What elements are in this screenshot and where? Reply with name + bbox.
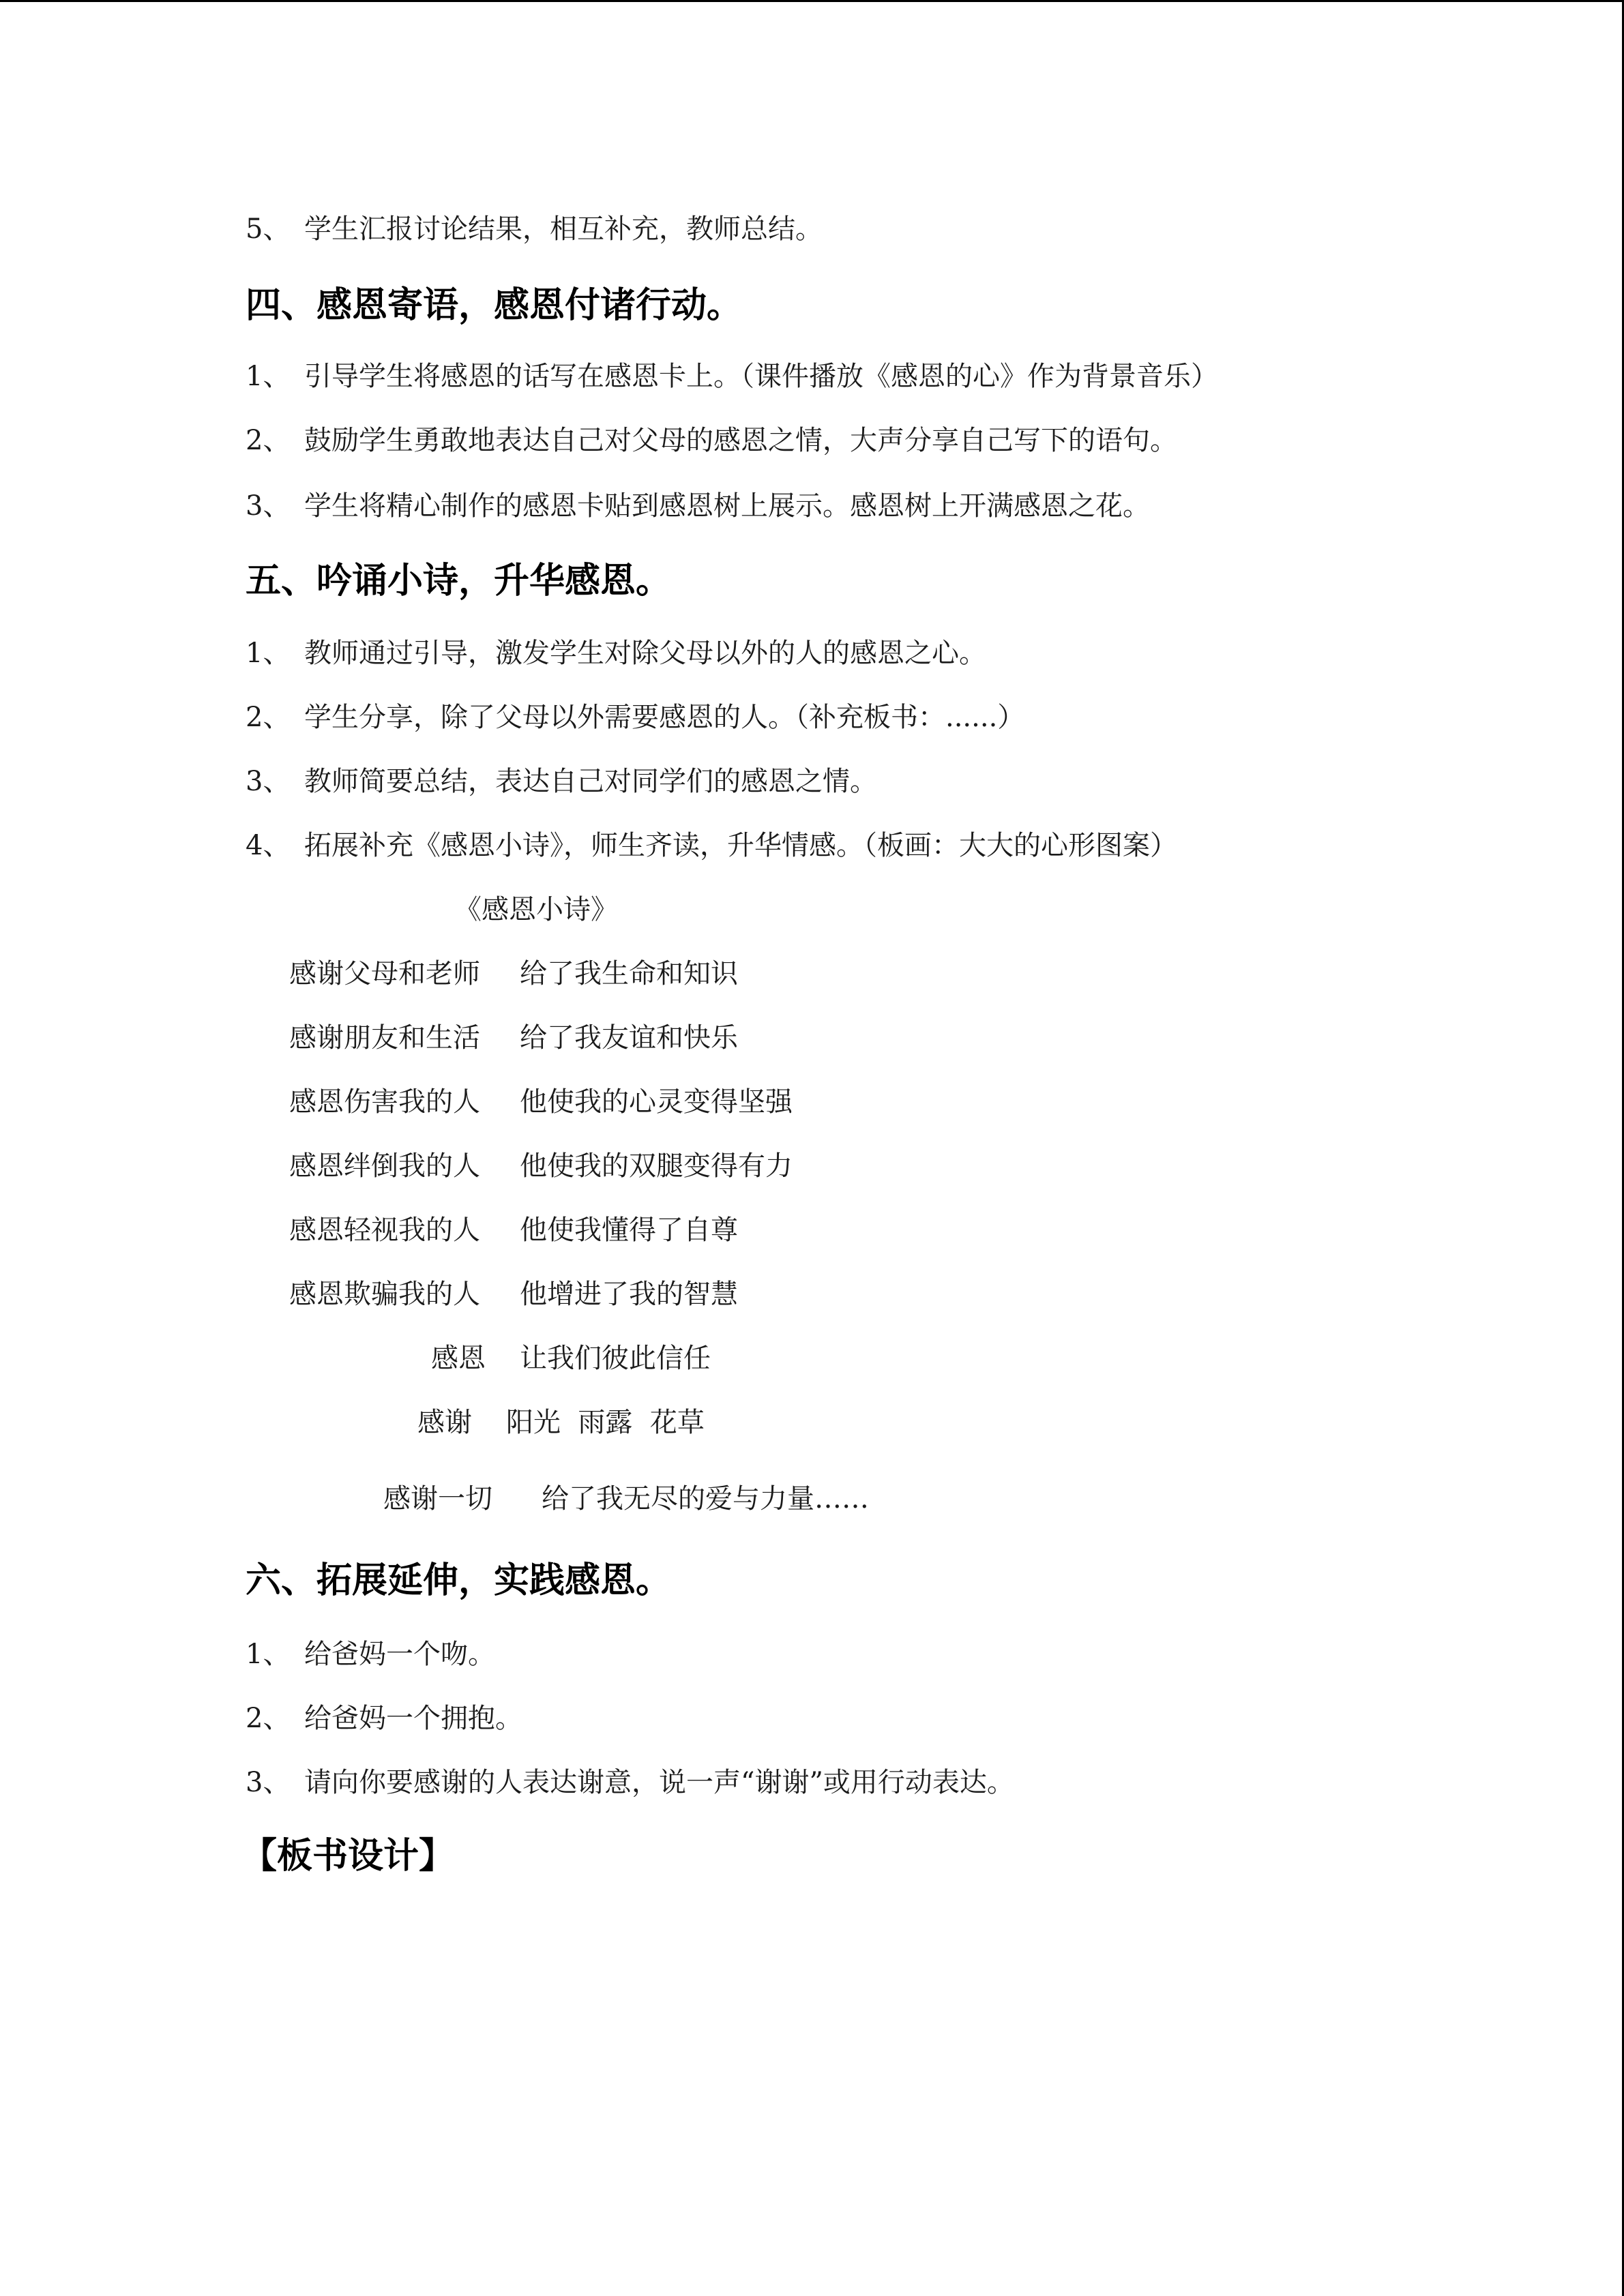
list-item: 3、 教师简要总结，表达自己对同学们的感恩之情。 bbox=[246, 766, 877, 797]
poem-line: 感谢 阳光 雨露 花草 bbox=[417, 1407, 705, 1438]
list-item: 2、 鼓励学生勇敢地表达自己对父母的感恩之情，大声分享自己写下的语句。 bbox=[246, 425, 1177, 456]
list-item: 1、 引导学生将感恩的话写在感恩卡上。（课件播放《感恩的心》作为背景音乐） bbox=[246, 361, 1218, 392]
list-item: 1、 教师通过引导，激发学生对除父母以外的人的感恩之心。 bbox=[246, 638, 986, 669]
list-item: 2、 给爸妈一个拥抱。 bbox=[246, 1703, 522, 1734]
poem-line: 感谢朋友和生活 给了我友谊和快乐 bbox=[289, 1022, 738, 1054]
section-heading: 六、拓展延伸，实践感恩。 bbox=[246, 1560, 672, 1601]
page-top-border bbox=[0, 0, 1624, 2]
poem-line: 感谢父母和老师 给了我生命和知识 bbox=[289, 958, 738, 989]
list-item: 3、 学生将精心制作的感恩卡贴到感恩树上展示。感恩树上开满感恩之花。 bbox=[246, 490, 1150, 522]
poem-title: 《感恩小诗》 bbox=[454, 894, 618, 925]
section-heading: 四、感恩寄语，感恩付诸行动。 bbox=[246, 285, 743, 326]
poem-line: 感恩轻视我的人 他使我懂得了自尊 bbox=[289, 1214, 738, 1246]
board-design-heading: 【板书设计】 bbox=[241, 1836, 455, 1877]
list-item: 5、 学生汇报讨论结果，相互补充，教师总结。 bbox=[246, 213, 823, 245]
poem-line: 感恩绊倒我的人 他使我的双腿变得有力 bbox=[289, 1150, 793, 1182]
poem-line: 感谢一切 给了我无尽的爱与力量…… bbox=[383, 1483, 869, 1515]
section-heading: 五、吟诵小诗，升华感恩。 bbox=[246, 561, 672, 601]
poem-line: 感恩 让我们彼此信任 bbox=[431, 1343, 711, 1374]
list-item: 3、 请向你要感谢的人表达谢意，说一声“谢谢”或用行动表达。 bbox=[246, 1767, 1014, 1798]
list-item: 2、 学生分享，除了父母以外需要感恩的人。（补充板书：......） bbox=[246, 702, 1025, 733]
poem-line: 感恩伤害我的人 他使我的心灵变得坚强 bbox=[289, 1086, 793, 1118]
list-item: 4、 拓展补充《感恩小诗》，师生齐读，升华情感。（板画：大大的心形图案） bbox=[246, 830, 1177, 861]
list-item: 1、 给爸妈一个吻。 bbox=[246, 1639, 495, 1670]
poem-line: 感恩欺骗我的人 他增进了我的智慧 bbox=[289, 1279, 738, 1310]
